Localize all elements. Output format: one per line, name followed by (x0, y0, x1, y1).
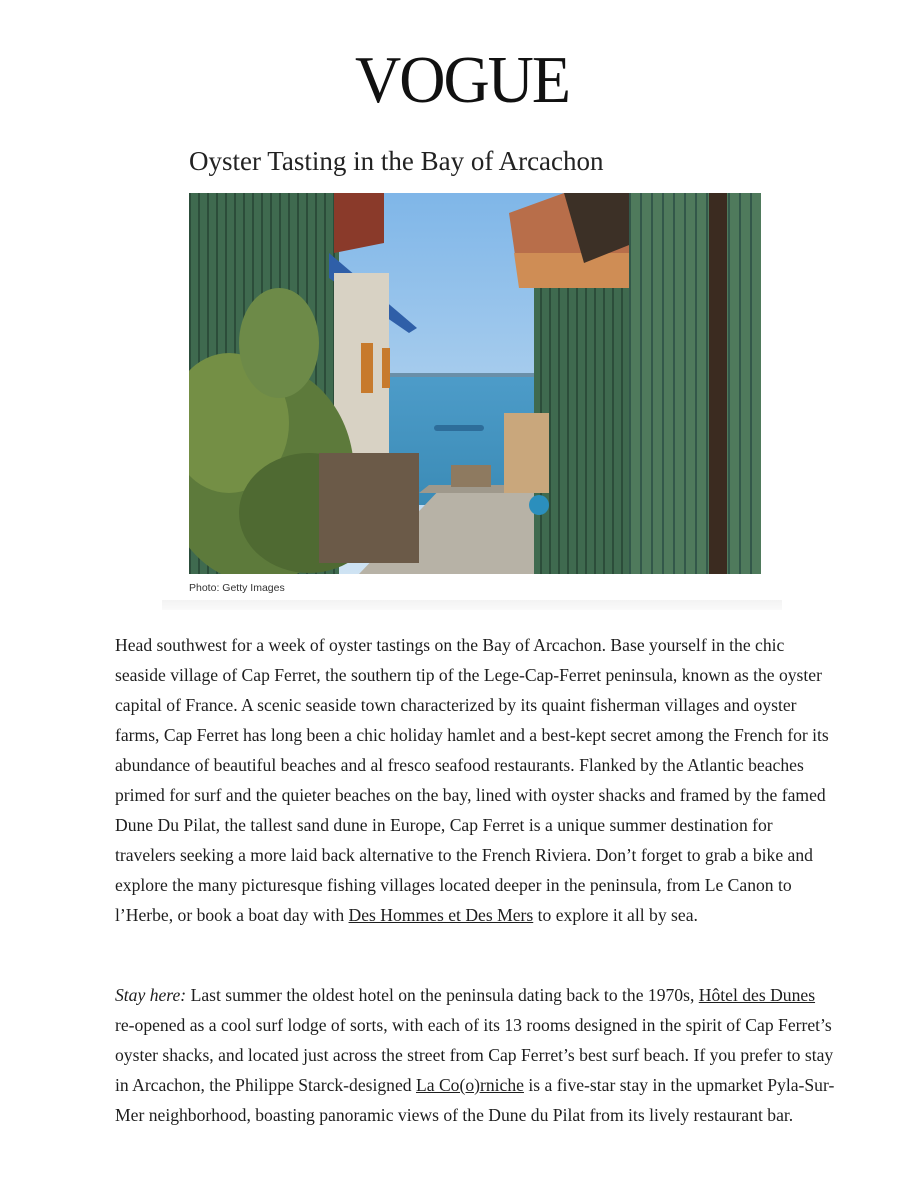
hotel-des-dunes-link[interactable]: Hôtel des Dunes (698, 985, 816, 1005)
la-coorniche-link[interactable]: La Co(o)rniche (415, 1075, 524, 1095)
article-paragraph-intro (115, 630, 835, 930)
stay-here-label: Stay here: (115, 985, 187, 1005)
paragraph-text: re-opened as a cool surf lodge of sorts, with each of its 13 rooms designed in the spirit of Cap Ferret’s oyster shacks, and located just across the street from Cap Ferret’s best surf beach. If you prefer to stay in Arcachon, the Philippe Starck-designed (115, 1015, 834, 1095)
article-paragraph-stay-here (115, 980, 835, 1130)
vogue-logo[interactable]: VOGUE (355, 42, 569, 117)
des-hommes-et-des-mers-link[interactable]: Des Hommes et Des Mers (348, 905, 534, 925)
article-photo (189, 193, 761, 574)
photo-credit: Photo: Getty Images (189, 582, 285, 594)
paragraph-text-end: is a five-star stay in the upmarket Pyla-Sur-Mer neighborhood, boasting panoramic views of the Dune du Pilat from its lively restaurant bar. (115, 1075, 835, 1125)
paragraph-text: Head southwest for a week of oyster tastings on the Bay of Arcachon. Base yourself in the chic seaside village of Cap Ferret, the southern tip of the Lege-Cap-Ferret peninsula, known as the oyster capital of France. A scenic seaside town characterized by its quaint fisherman villages and oyster farms, Cap Ferret has long been a chic holiday hamlet and a best-kept secret among the French for its abundance of beautiful beaches and al fresco seafood restaurants. Flanked by the Atlantic beaches primed for surf and the quieter beaches on the bay, lined with oyster shacks and framed by the famed Dune Du Pilat, the tallest sand dune in Europe, Cap Ferret is a unique summer destination for travelers seeking a more laid back alternative to the French Riviera. Don’t forget to grab a bike and explore the many picturesque fishing villages located deeper in the peninsula, from Le Canon to l’Herbe, or book a boat day with (115, 635, 829, 925)
article-title: Oyster Tasting in the Bay of Arcachon (189, 146, 604, 176)
paragraph-text: Last summer the oldest hotel on the peninsula dating back to the 1970s, (186, 985, 699, 1005)
photo-divider (162, 600, 782, 610)
paragraph-text-end: to explore it all by sea. (533, 905, 698, 925)
